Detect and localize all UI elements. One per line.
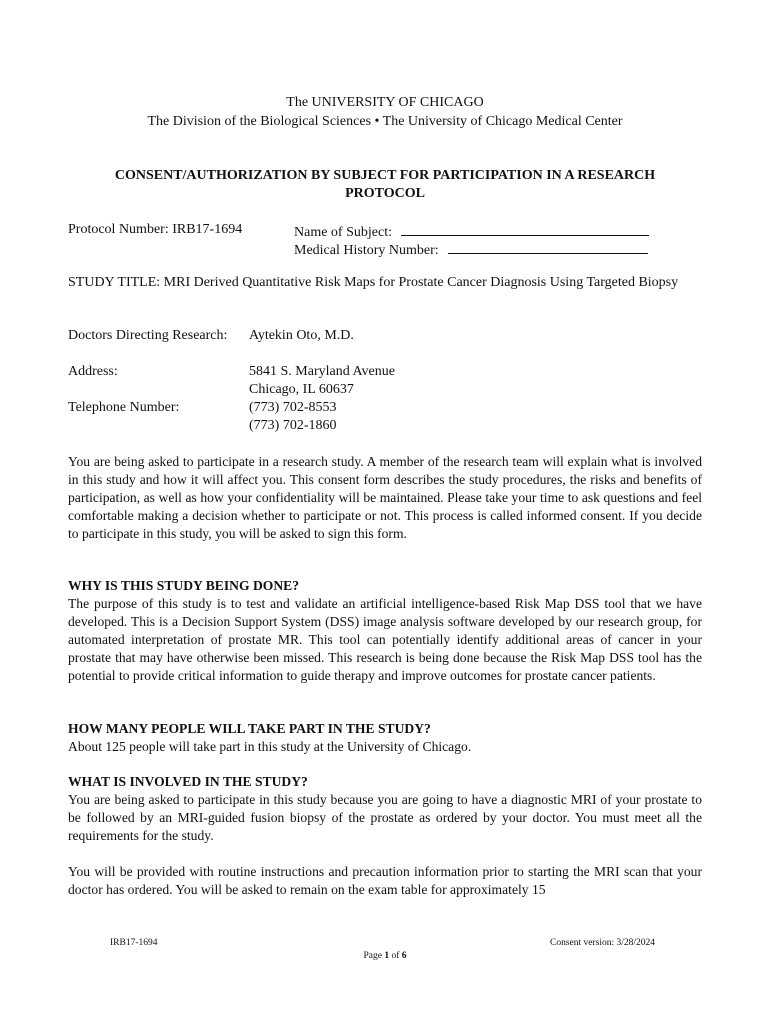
- page-total: 6: [401, 951, 407, 961]
- page-of: of: [389, 951, 402, 961]
- division-line: The Division of the Biological Sciences • The University of Chicago Medical Center: [147, 114, 623, 129]
- why-body: The purpose of this study is to test and validate an artificial intelligence-based Risk Map DSS tool that we have developed. This is a Decision Support System (DSS) image analysis software developed by our research group, for automated interpretation of prostate MR. This tool can potentially identify additional areas of cancer in your prostate that may have otherwise been missed. This research is being done because the Risk Map DSS tool has the potential to provide critical information to guide therapy and improve outcomes for prostate cancer patients.: [68, 596, 702, 683]
- involved-heading: WHAT IS INVOLVED IN THE STUDY?: [68, 774, 308, 789]
- footer-consent-version: Consent version: 3/28/2024: [550, 938, 656, 948]
- address-line2: Chicago, IL 60637: [249, 382, 354, 397]
- telephone-line1: (773) 702-8553: [249, 400, 337, 415]
- telephone-line2: (773) 702-1860: [249, 418, 337, 433]
- involved-body-2: You will be provided with routine instructions and precaution information prior to starting the MRI scan that your doctor has ordered. You will be asked to remain on the exam table for approximately 15: [68, 864, 702, 897]
- address-line1: 5841 S. Maryland Avenue: [249, 364, 395, 379]
- footer-irb-number: IRB17-1694: [110, 938, 158, 948]
- how-many-heading: HOW MANY PEOPLE WILL TAKE PART IN THE STUDY?: [68, 721, 431, 736]
- study-title: STUDY TITLE: MRI Derived Quantitative Risk Maps for Prostate Cancer Diagnosis Using Targeted Biopsy: [68, 275, 679, 290]
- subject-name-field[interactable]: [401, 221, 649, 236]
- why-heading: WHY IS THIS STUDY BEING DONE?: [68, 578, 300, 593]
- footer-page-number: [0, 950, 770, 962]
- medical-history-label: Medical History Number:: [294, 243, 439, 258]
- doctors-value: Aytekin Oto, M.D.: [249, 328, 354, 343]
- subject-name-label: Name of Subject:: [294, 225, 392, 240]
- involved-body: You are being asked to participate in this study because you are going to have a diagnostic MRI of your prostate to be followed by an MRI-guided fusion biopsy of the prostate as ordered by your doctor. You must meet all the requirements for the study.: [68, 792, 702, 843]
- page-current: 1: [384, 951, 390, 961]
- medical-history-field[interactable]: [448, 239, 648, 254]
- form-title-line2: PROTOCOL: [345, 186, 425, 201]
- intro-paragraph: You are being asked to participate in a research study. A member of the research team will explain what is involved in this study and how it will affect you. This consent form describes the study procedures, the risks and benefits of participation, as well as how your confidentiality will be maintained. Please take your time to ask questions and feel comfortable making a decision whether to participate or not. This process is called informed consent. If you decide to participate in this study, you will be asked to sign this form.: [68, 454, 702, 541]
- form-title-line1: CONSENT/AUTHORIZATION BY SUBJECT FOR PARTICIPATION IN A RESEARCH: [114, 168, 656, 183]
- protocol-number: Protocol Number: IRB17-1694: [68, 222, 243, 237]
- university-name: The UNIVERSITY OF CHICAGO: [286, 95, 484, 110]
- how-many-body: About 125 people will take part in this study at the University of Chicago.: [68, 739, 472, 754]
- doctors-label: Doctors Directing Research:: [68, 328, 228, 343]
- medical-history-row: [294, 239, 648, 260]
- address-label: Address:: [68, 364, 118, 379]
- telephone-label: Telephone Number:: [68, 400, 180, 415]
- page-prefix: Page: [363, 951, 385, 961]
